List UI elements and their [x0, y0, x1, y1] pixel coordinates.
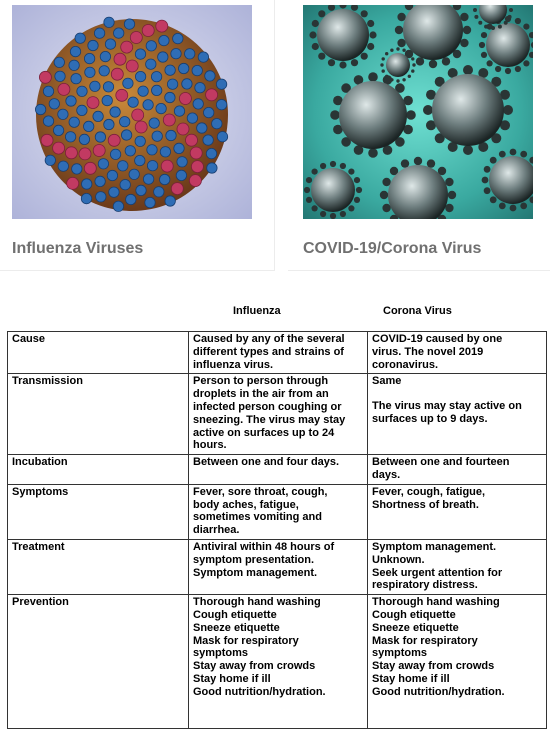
- corona-card-title[interactable]: COVID-19/Corona Virus: [303, 240, 482, 257]
- cell-line: Person to person through: [193, 375, 329, 388]
- influenza-card-title[interactable]: Influenza Viruses: [12, 240, 144, 257]
- influenza-cell: [189, 484, 368, 539]
- row-label: Cause: [8, 332, 189, 374]
- cell-line: coronavirus.: [372, 358, 439, 371]
- influenza-virus-image[interactable]: [12, 5, 252, 219]
- cell-line: droplets in the air from an: [193, 388, 329, 401]
- cell-line: virus. The novel 2019: [372, 345, 484, 358]
- influenza-cell: [189, 455, 368, 485]
- cell-line: Sneeze etiquette: [372, 621, 459, 634]
- cell-line: sneezing. The virus may stay: [193, 413, 346, 426]
- cell-line: COVID-19 caused by one: [372, 333, 503, 345]
- cell-line: Stay home if ill: [372, 672, 450, 685]
- cell-line: different types and strains of: [193, 345, 344, 358]
- cell-line: hours.: [193, 439, 227, 452]
- influenza-cell: [189, 539, 368, 594]
- cell-line: Caused by any of the several: [193, 333, 345, 345]
- table-row: [8, 455, 547, 485]
- corona-column-header: Corona Virus: [383, 305, 452, 317]
- cell-line: influenza virus.: [193, 358, 274, 371]
- cell-line: Stay home if ill: [193, 672, 271, 685]
- cell-line: Symptom management.: [372, 540, 497, 553]
- cell-line: diarrhea.: [193, 524, 240, 537]
- influenza-cell: [189, 595, 368, 729]
- cell-line: Mask for respiratory: [193, 634, 299, 647]
- coronavirus-image[interactable]: [303, 5, 533, 219]
- cell-line: Between one and four days.: [193, 456, 340, 469]
- corona-cell: [368, 455, 547, 485]
- cell-line: days.: [372, 468, 401, 481]
- cell-line: Same: [372, 375, 402, 388]
- corona-cell: [368, 595, 547, 729]
- cell-line: The virus may stay active on: [372, 400, 522, 413]
- table-row: [8, 595, 547, 729]
- cell-line: active on surfaces up to 24: [193, 426, 335, 439]
- cell-line: sometimes vomiting and: [193, 511, 322, 524]
- corona-cell: [368, 374, 547, 455]
- cell-line: [372, 388, 542, 400]
- cell-line: surfaces up to 9 days.: [372, 412, 488, 425]
- row-label: Prevention: [8, 595, 189, 729]
- cell-line: Unknown.: [372, 553, 425, 566]
- corona-cell: [368, 332, 547, 374]
- cell-line: Between one and fourteen: [372, 456, 510, 469]
- cell-line: respiratory distress.: [372, 579, 478, 592]
- cell-line: Shortness of breath.: [372, 498, 479, 511]
- comparison-table: [7, 331, 547, 729]
- influenza-cell: [189, 332, 368, 374]
- cell-line: Stay away from crowds: [193, 660, 316, 673]
- cell-line: infected person coughing or: [193, 400, 342, 413]
- cell-line: Cough etiquette: [193, 608, 277, 621]
- cell-line: Good nutrition/hydration.: [193, 685, 326, 698]
- cell-line: Symptom management.: [193, 566, 318, 579]
- cell-line: symptoms: [193, 647, 249, 660]
- row-label: Treatment: [8, 539, 189, 594]
- cell-line: Mask for respiratory: [372, 634, 478, 647]
- corona-cell: [368, 484, 547, 539]
- table-row: [8, 374, 547, 455]
- cell-line: Fever, sore throat, cough,: [193, 485, 328, 498]
- corona-card[interactable]: [288, 0, 550, 271]
- cell-line: Antiviral within 48 hours of: [193, 540, 335, 553]
- cell-line: symptoms: [372, 647, 428, 660]
- influenza-cell: [189, 374, 368, 455]
- cell-line: Fever, cough, fatigue,: [372, 485, 486, 498]
- row-label: Symptoms: [8, 484, 189, 539]
- cell-line: Seek urgent attention for: [372, 566, 503, 579]
- influenza-column-header: Influenza: [233, 305, 281, 317]
- cell-line: Sneeze etiquette: [193, 621, 280, 634]
- cell-line: Thorough hand washing: [193, 596, 321, 609]
- corona-cell: [368, 539, 547, 594]
- cell-line: Cough etiquette: [372, 608, 456, 621]
- table-row: [8, 539, 547, 594]
- row-label: Incubation: [8, 455, 189, 485]
- table-row: [8, 332, 547, 374]
- cell-line: Stay away from crowds: [372, 660, 495, 673]
- cell-line: body aches, fatigue,: [193, 498, 299, 511]
- cell-line: symptom presentation.: [193, 553, 315, 566]
- cell-line: Good nutrition/hydration.: [372, 685, 505, 698]
- cell-line: Thorough hand washing: [372, 596, 500, 609]
- table-row: [8, 484, 547, 539]
- row-label: Transmission: [8, 374, 189, 455]
- influenza-card[interactable]: [0, 0, 275, 271]
